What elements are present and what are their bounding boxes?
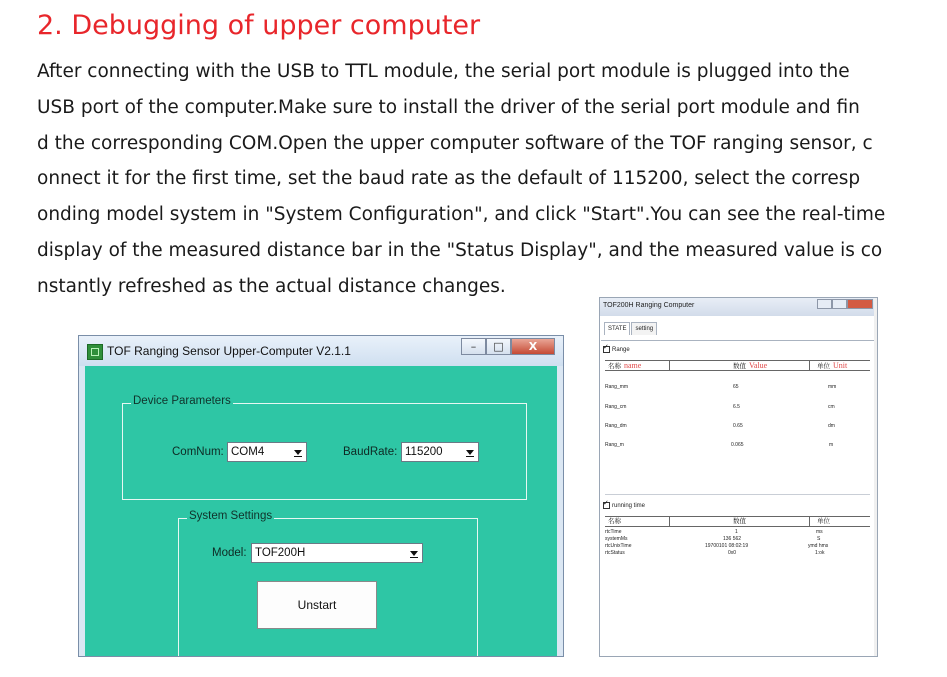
range-check-label: Range [612, 347, 630, 354]
checkbox-icon[interactable] [603, 346, 610, 353]
minimize-button[interactable]: – [461, 338, 486, 355]
divider [605, 494, 870, 495]
row-value: 6.5 [733, 404, 740, 410]
window-controls [461, 338, 555, 356]
start-button[interactable]: Unstart [257, 581, 377, 629]
row-unit: 1:ok [815, 550, 825, 556]
row-unit: dm [828, 423, 835, 429]
group-label: System Settings [189, 510, 273, 522]
chevron-down-icon[interactable] [408, 546, 420, 560]
close-button[interactable] [847, 299, 873, 309]
row-value: 1 [735, 529, 738, 535]
paragraph-line: USB port of the computer.Make sure to install the driver of the serial port module and fin [37, 96, 860, 118]
header-value: 数值 [733, 518, 746, 525]
state-panel [601, 340, 874, 656]
chevron-down-icon[interactable] [464, 445, 476, 459]
title-bar [79, 336, 563, 366]
tab-setting[interactable]: setting [631, 322, 657, 335]
close-button[interactable]: X [511, 338, 555, 355]
system-settings-group [178, 510, 478, 657]
paragraph-line: onding model system in "System Configuration", and click "Start".You can see the real-time [37, 204, 886, 226]
upper-computer-window [78, 335, 564, 657]
maximize-button[interactable]: □ [486, 338, 511, 355]
header-unit: 单位 Unit [817, 361, 848, 370]
row-name: systemMs [605, 536, 628, 542]
baud-label: BaudRate: [343, 446, 398, 458]
ranging-computer-window [599, 297, 878, 657]
runtime-check-label: running time [612, 503, 646, 510]
row-unit: ms [816, 529, 823, 535]
paragraph-line: display of the measured distance bar in the "Status Display", and the measured value is co [37, 239, 883, 261]
window-client-area [85, 366, 557, 656]
window-title: TOF Ranging Sensor Upper-Computer V2.1.1 [107, 344, 351, 358]
window-controls [817, 299, 873, 309]
row-name: Rang_dm [605, 423, 627, 429]
runtime-header-row [605, 516, 870, 527]
row-name: Rang_mm [605, 384, 629, 390]
tab-strip [604, 322, 658, 335]
header-name: 名称 name [608, 361, 642, 370]
com-label: ComNum: [172, 446, 224, 458]
row-value: 0.65 [733, 423, 743, 429]
row-unit: cm [828, 404, 835, 410]
title-bar [600, 298, 877, 316]
running-time-checkbox[interactable] [603, 502, 645, 509]
range-header-row [605, 360, 870, 371]
row-name: Rang_cm [605, 404, 627, 410]
row-name: rtcUnixTime [605, 543, 632, 549]
header-name: 名称 [608, 518, 621, 525]
row-name: rtcTime [605, 529, 622, 535]
instruction-paragraph [37, 54, 937, 305]
row-unit: S [817, 536, 821, 542]
chevron-down-icon[interactable] [292, 445, 304, 459]
maximize-button[interactable] [832, 299, 847, 309]
model-value: TOF200H [255, 547, 306, 559]
com-select[interactable] [227, 442, 307, 462]
row-name: rtcStatus [605, 550, 625, 556]
paragraph-line: After connecting with the USB to TTL module, the serial port module is plugged into the [37, 61, 850, 82]
model-select[interactable] [251, 543, 423, 563]
app-icon [87, 344, 103, 360]
row-name: Rang_m [605, 442, 624, 448]
paragraph-line: nstantly refreshed as the actual distance changes. [37, 275, 506, 297]
baud-value: 115200 [405, 446, 443, 458]
tab-state[interactable]: STATE [604, 322, 630, 335]
row-value: 0.065 [731, 442, 744, 448]
range-checkbox[interactable] [603, 346, 630, 353]
group-label: Device Parameters [133, 395, 231, 407]
scrollbar[interactable] [874, 298, 877, 656]
row-value: 65 [733, 384, 739, 390]
row-unit: m [829, 442, 834, 448]
row-value: 19700101 08:02:19 [705, 543, 749, 549]
paragraph-line: d the corresponding COM.Open the upper computer software of the TOF ranging sensor, c [37, 132, 873, 154]
header-unit: 单位 [817, 518, 830, 525]
header-value: 数值 Value [733, 361, 768, 370]
row-unit: ymd hms [808, 543, 829, 549]
device-parameters-group [122, 395, 527, 500]
paragraph-line: onnect it for the first time, set the baud rate as the default of 115200, select the corresp [37, 168, 861, 190]
section-heading: 2. Debugging of upper computer [37, 10, 481, 41]
row-value: 136 562 [723, 536, 742, 542]
window-title: TOF200H Ranging Computer [603, 302, 695, 309]
row-unit: mm [828, 384, 837, 390]
baud-select[interactable] [401, 442, 479, 462]
checkbox-icon[interactable] [603, 502, 610, 509]
com-value: COM4 [231, 446, 265, 458]
model-label: Model: [212, 547, 247, 559]
row-value: 0x0 [728, 550, 737, 556]
minimize-button[interactable] [817, 299, 832, 309]
